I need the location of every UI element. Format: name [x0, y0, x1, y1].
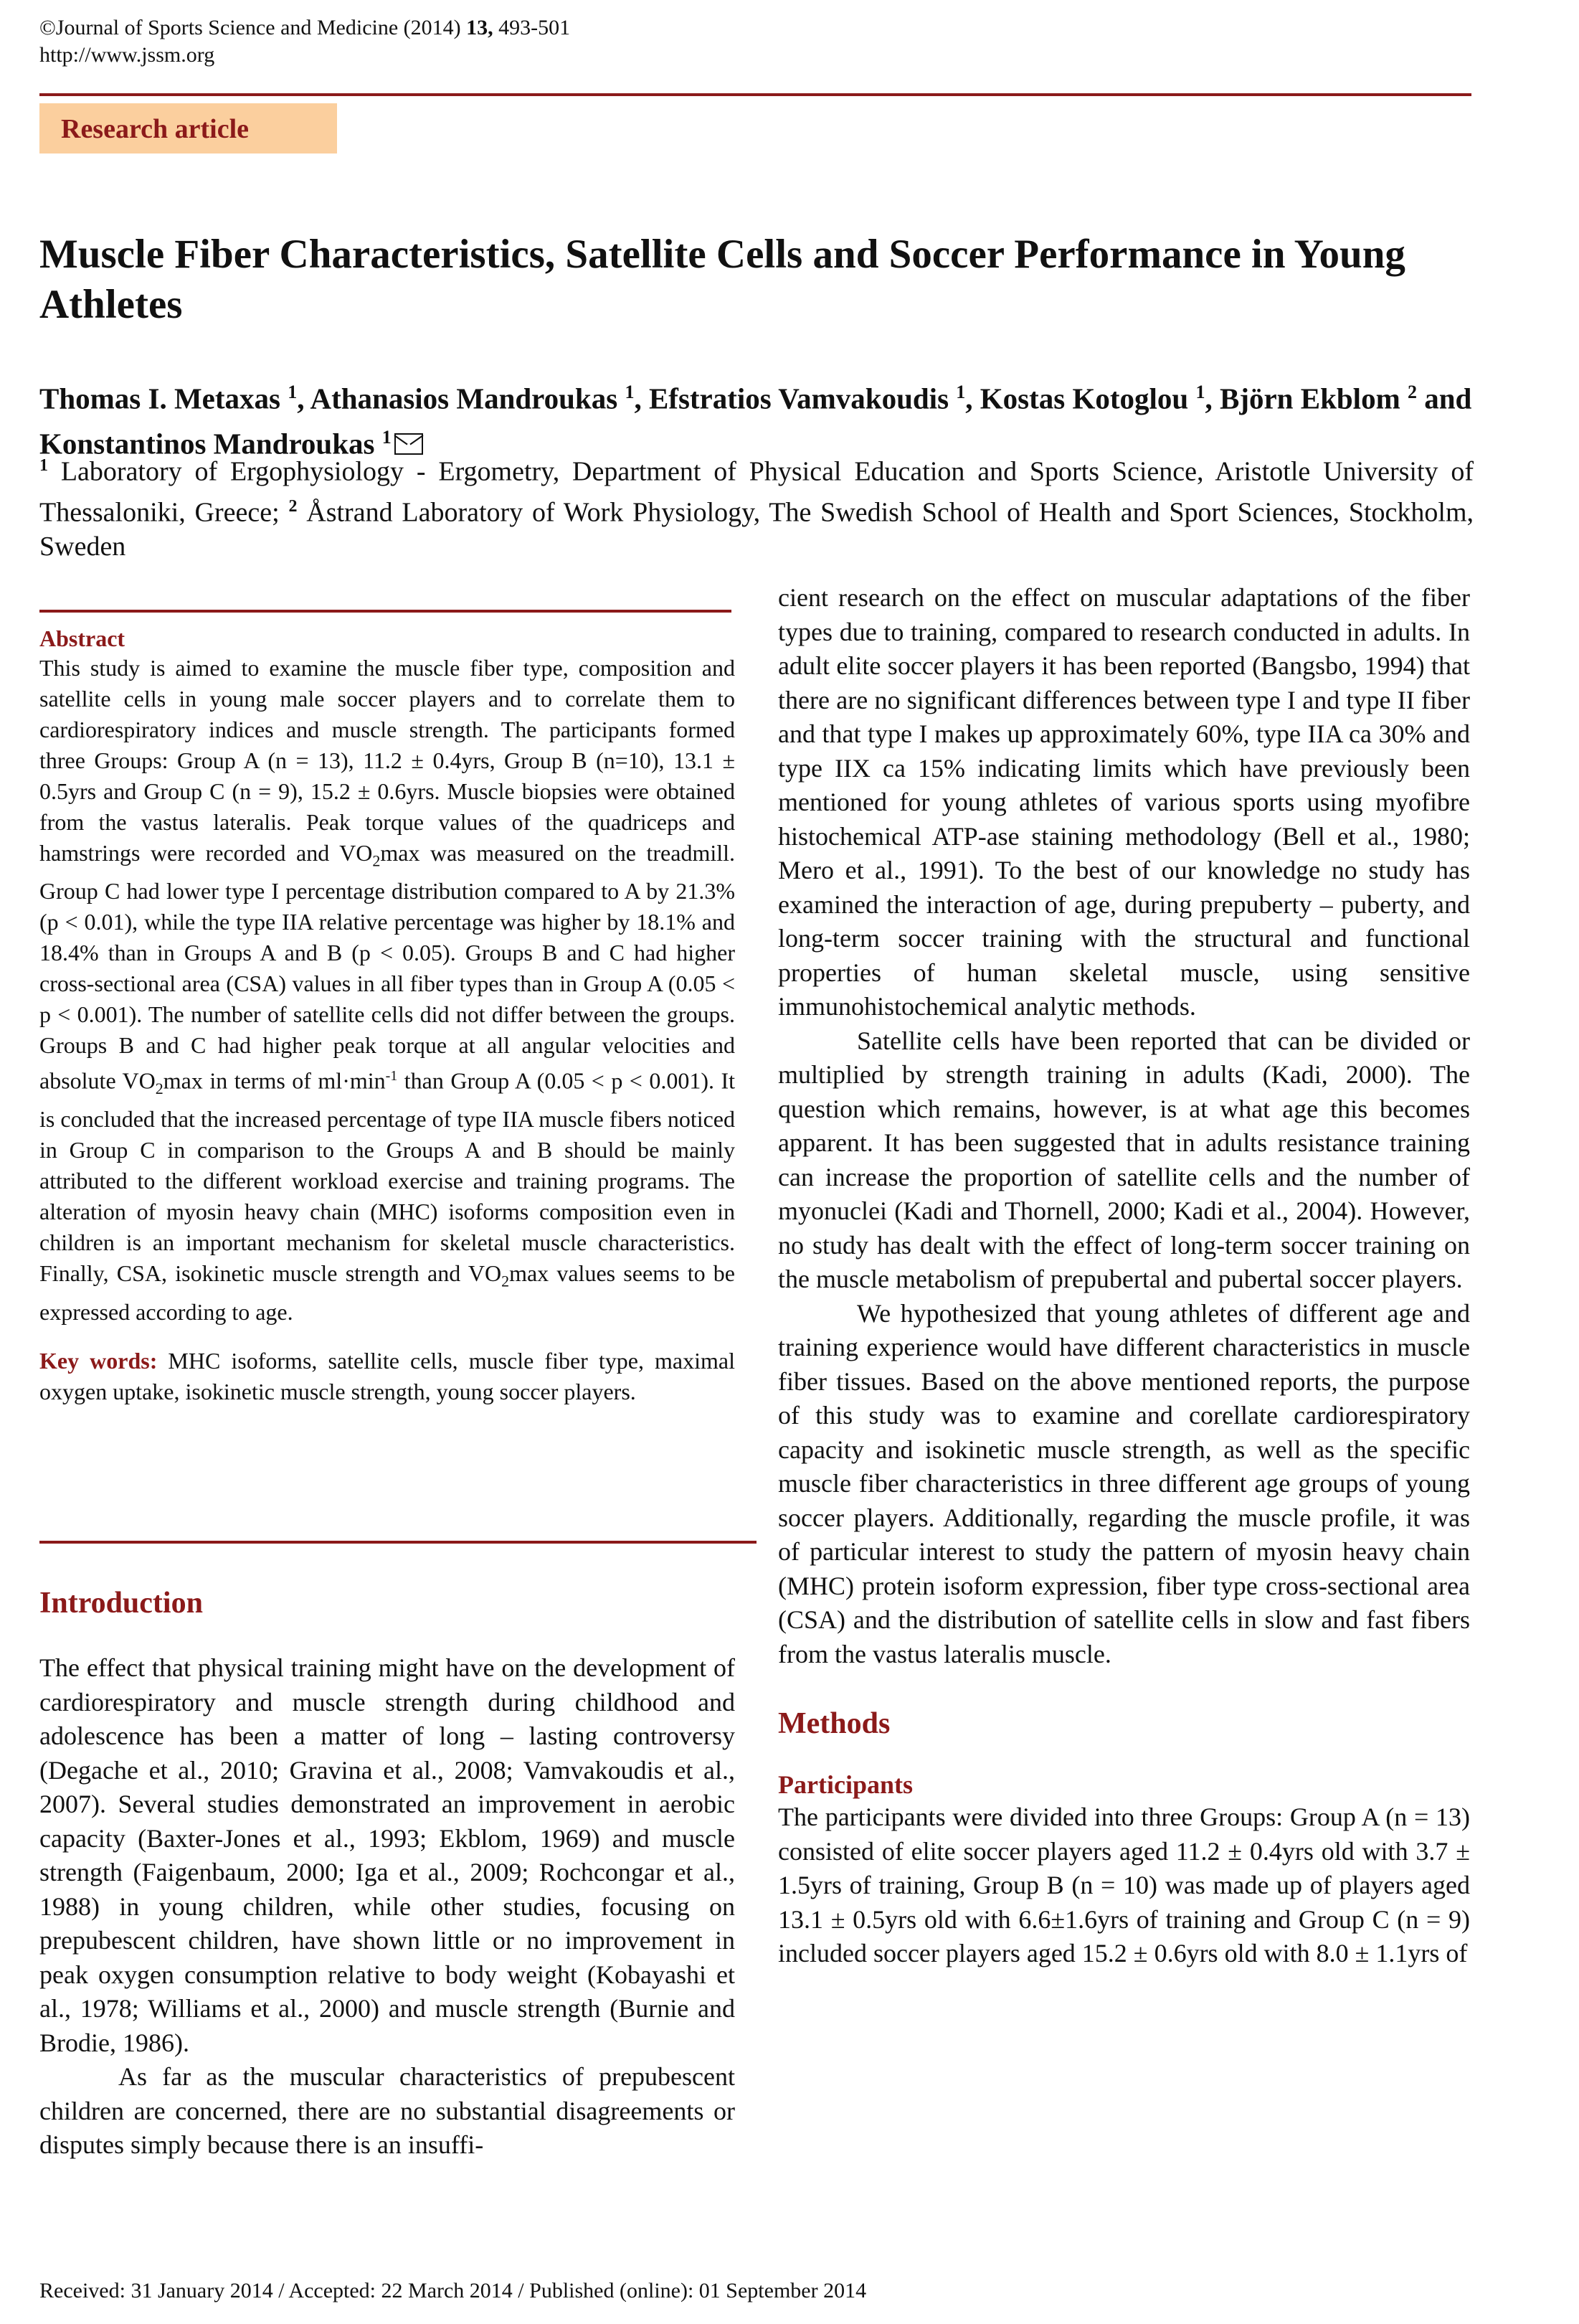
- publication-dates: Received: 31 January 2014 / Accepted: 22 March 2014 / Published (online): 01 September 2014: [39, 2279, 867, 2302]
- abstract-text: This study is aimed to examine the muscle fiber type, composition and satellite cells in young male soccer players and to correlate them to cardiorespiratory indices and muscle strength. The participants formed three Groups: Group A (n = 13), 11.2 ± 0.4yrs, Group B (n=10), 13.1 ± 0.5yrs and Group C (n = 9), 15.2 ± 0.6yrs. Muscle biopsies were obtained from the vastus lateralis. Peak torque values of the quadriceps and hamstrings were recorded and $VO_2\max$ was measured on the treadmill. Group C had lower type I percentage distribution compared to A by 21.3% (p < 0.01), while the type IIA relative percentage was higher by 18.1% and 18.4% than in Groups A and B (p < 0.05). Groups B and C had higher cross-sectional area (CSA) values in all fiber types than in Group A (0.05 < p < 0.001). The number of satellite cells did not differ between the groups. Groups B and C had higher peak torque at all angular velocities and absolute $VO_2\max$ in terms of $ml\cdot\min^{-1}$ than Group A (0.05 < p < 0.001). It is concluded that the increased percentage of type IIA muscle fibers noticed in Group C in comparison to the Groups A and B should be mainly attributed to the different workload exercise and training programs. The alteration of myosin heavy chain (MHC) isoforms composition even in children is an important mechanism for skeletal muscle characteristics. Finally, CSA, isokinetic muscle strength and $VO_2\max$ values seems to be expressed according to age.: [39, 655, 736, 1325]
- methods-heading: Methods: [778, 1707, 891, 1740]
- introduction-heading: Introduction: [39, 1587, 203, 1620]
- intro-paragraph-1: The effect that physical training might have on the development of cardiorespiratory and muscle strength during childhood and adolescence has been a matter of long – lasting controversy (Degache et al., 2010; Gravina et al., 2008; Vamvakoudis et al., 2007). Several studies demonstrated an improvement in aerobic capacity (Baxter-Jones et al., 1993; Ekblom, 1969) and muscle strength (Faigenbaum, 2000; Iga et al., 2009; Rochcongar et al., 1988) in young children, while other studies, focusing on prepubescent children, have shown little or no improvement in peak oxygen consumption relative to body weight (Kobayashi et al., 1978; Williams et al., 2000) and muscle strength (Burnie and Brodie, 1986).: [39, 1653, 735, 2057]
- intro-paragraph-2-continued: cient research on the effect on muscular adaptations of the fiber types due to training, compared to research conducted in adults. In adult elite soccer players it has been reported (Bangsbo, 1994) that there are no significant differences between type I and type II fiber and that type I makes up approximately 60%, type IIA ca 30% and type IIX ca 15% indicating limits which have previously been mentioned for young athletes of various sports using myofibre histochemical ATP-ase staining methodology (Bell et al., 1980; Mero et al., 1991). To the best of our knowledge no study has examined the interaction of age, during prepuberty – puberty, and long-term soccer training with the structural and functional properties of human skeletal muscle, using sensitive immunohistochemical analytic methods.: [778, 583, 1470, 1021]
- intro-paragraph-4: We hypothesized that young athletes of different age and training experience would have different characteristics in muscle fiber tissues. Based on the above mentioned reports, the purpose of this study was to examine and corellate cardiorespiratory capacity and isokinetic muscle strength, as well as the specific muscle fiber characteristics in three different age groups of young soccer players. Additionally, regarding the muscle profile, it was of particular interest to study the pattern of myosin heavy chain (MHC) protein isoform expression, fiber type cross-sectional area (CSA) and the distribution of satellite cells in slow and fast fibers from the vastus lateralis muscle.: [778, 1298, 1470, 1668]
- journal-header: [39, 14, 570, 69]
- right-column: [778, 581, 1470, 1971]
- intro-paragraph-3: Satellite cells have been reported that can be divided or multiplied by strength training in adults (Kadi, 2000). The question which remains, however, is at what age this becomes apparent. It has been suggested that in adults resistance training can increase the proportion of satellite cells and the number of myonuclei (Kadi and Thornell, 2000; Kadi et al., 2004). However, no study has dealt with the effect of long-term soccer training on the muscle metabolism of prepubertal and pubertal soccer players.: [778, 1026, 1470, 1293]
- introduction-section: [39, 1585, 735, 2163]
- author-list: Thomas I. Metaxas $^1$, Athanasios Mandroukas $^1$, Efstratios Vamvakoudis $^1$, Kostas Kotoglou $^1$, Björn Ekblom $^2$ and Konstantinos Mandroukas $^1$: [39, 382, 1472, 460]
- abstract-section: [39, 624, 735, 1407]
- article-type-label: Research article: [61, 114, 250, 144]
- journal-citation: ©Journal of Sports Science and Medicine (2014) 13, 493-501: [39, 16, 571, 39]
- abstract-heading: Abstract: [39, 625, 125, 651]
- abstract-top-rule: [39, 610, 731, 613]
- methods-paragraph-1: The participants were divided into three Groups: Group A (n = 13) consisted of elite soccer players aged 11.2 ± 0.4yrs old with 3.7 ± 1.5yrs of training, Group B (n = 10) was made up of players aged 13.1 ± 0.5yrs old with 6.6±1.6yrs of training and Group C (n = 9) included soccer players aged 15.2 ± 0.6yrs old with 8.0 ± 1.1yrs of: [778, 1803, 1470, 1968]
- header-rule: [39, 93, 1471, 96]
- paper-title: Muscle Fiber Characteristics, Satellite Cells and Soccer Performance in Young Athletes: [39, 232, 1405, 327]
- intro-paragraph-2: As far as the muscular characteristics of prepubescent children are concerned, there are no substantial disagreements or disputes simply because there is an insuffi-: [39, 2062, 735, 2159]
- abstract-bottom-rule: [39, 1541, 757, 1544]
- article-type-badge: [39, 103, 337, 153]
- journal-url[interactable]: http://www.jssm.org: [39, 43, 215, 67]
- keywords: Key words: MHC isoforms, satellite cells, muscle fiber type, maximal oxygen uptake, isokinetic muscle strength, young soccer players.: [39, 1347, 736, 1404]
- participants-heading: Participants: [778, 1770, 913, 1799]
- affiliations: $^1$ Laboratory of Ergophysiology - Ergometry, Department of Physical Education and Sports Science, Aristotle University of Thessaloniki, Greece; $^2$ Åstrand Laboratory of Work Physiology, The Swedish School of Health and Sport Sciences, Stockholm, Sweden: [39, 456, 1474, 562]
